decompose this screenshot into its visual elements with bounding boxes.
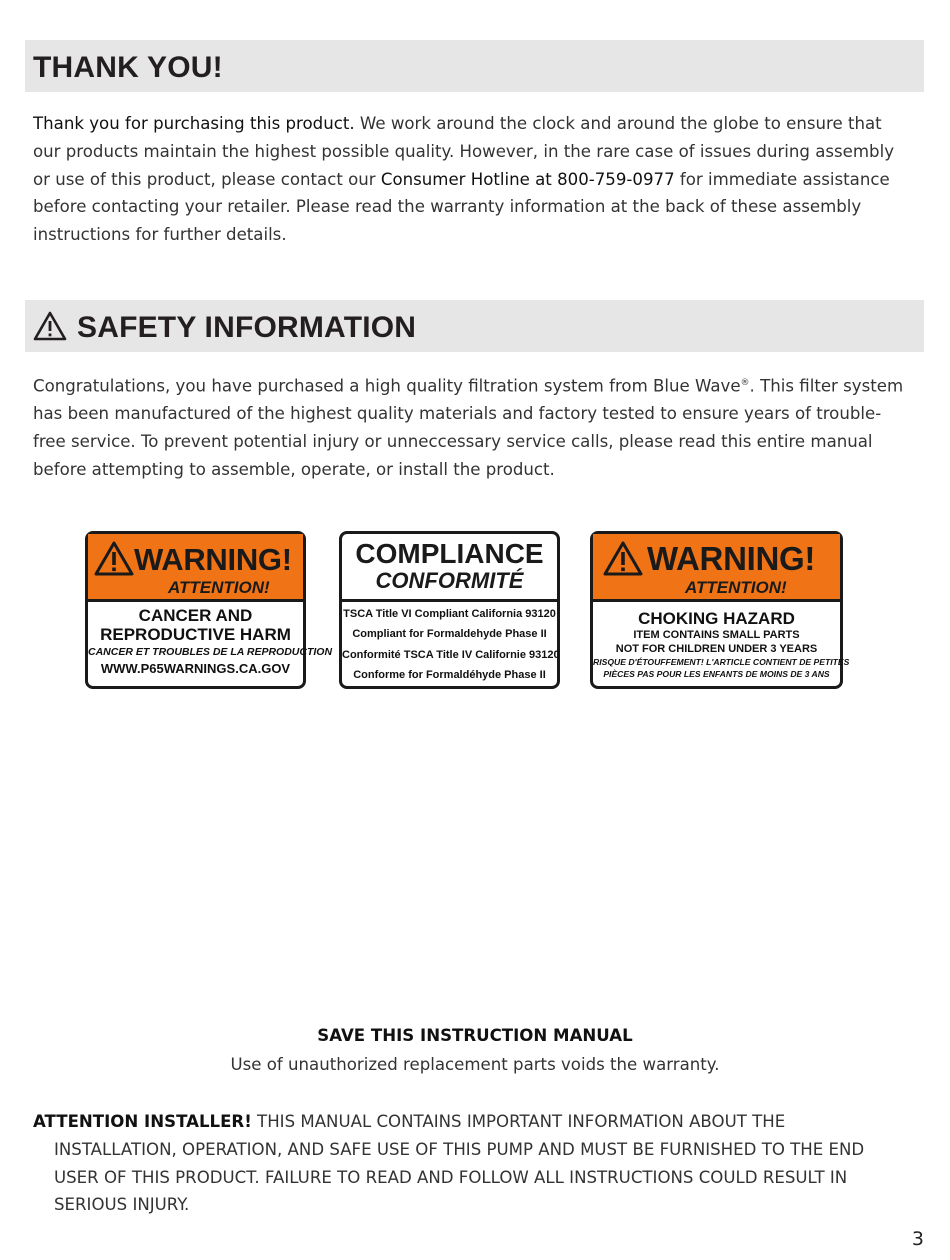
choking-label-line1: CHOKING HAZARD	[638, 609, 795, 628]
thank-you-lead: Thank you for purchasing this product.	[33, 114, 355, 133]
safety-title-text: SAFETY INFORMATION	[77, 311, 417, 344]
choking-label-body	[593, 609, 850, 680]
cancer-label-attention: ATTENTION!	[168, 578, 270, 597]
compliance-label-title: COMPLIANCE	[355, 538, 544, 569]
choking-label-header	[593, 534, 840, 602]
save-manual-title: SAVE THIS INSTRUCTION MANUAL	[317, 1026, 633, 1045]
choking-label-line2: ITEM CONTAINS SMALL PARTS	[633, 629, 800, 641]
compliance-label-header	[342, 534, 557, 602]
compliance-label-subtitle: CONFORMITÉ	[375, 568, 524, 593]
choking-hazard-label	[590, 531, 850, 689]
cancer-label-line1: CANCER AND	[138, 606, 253, 625]
safety-title	[33, 311, 416, 345]
attention-installer-text: THIS MANUAL CONTAINS IMPORTANT INFORMATION ABOUT THE INSTALLATION, OPERATION, AND SAFE USE OF THIS PUMP AND MUST BE FURNISHED TO THE END USER OF THIS PRODUCT. FAILURE TO READ AND FOLLOW ALL INSTRUCTIONS COULD RESULT IN SERIOUS INJURY.	[54, 1112, 865, 1215]
cancer-label-line2: REPRODUCTIVE HARM	[100, 625, 291, 644]
consumer-hotline: Consumer Hotline at 800-759-0977	[380, 169, 675, 189]
compliance-label-line2: Compliant for Formaldehyde Phase II	[352, 628, 547, 640]
save-manual-subtitle: Use of unauthorized replacement parts voids the warranty.	[230, 1055, 720, 1074]
choking-label-line4: RISQUE D'ÉTOUFFEMENT! L'ARTICLE CONTIENT DE PETITES	[593, 657, 850, 667]
cancer-label-line3: CANCER ET TROUBLES DE LA REPRODUCTION	[88, 646, 333, 658]
attention-installer-lead: ATTENTION INSTALLER!	[33, 1112, 252, 1131]
compliance-label-line3: Conformité TSCA Title IV Californie 93120	[342, 649, 560, 661]
choking-label-line3: NOT FOR CHILDREN UNDER 3 YEARS	[615, 643, 818, 655]
attention-installer-paragraph	[33, 1108, 913, 1219]
compliance-label-body	[342, 602, 560, 684]
warning-triangle-icon	[33, 311, 67, 341]
thank-you-paragraph	[33, 110, 913, 249]
cancer-label-header	[88, 534, 303, 602]
choking-label-warning-word: WARNING!	[647, 540, 816, 577]
choking-label-attention: ATTENTION!	[685, 578, 787, 597]
page-number: 3	[911, 1228, 924, 1250]
compliance-label	[339, 531, 560, 689]
registered-mark: ®	[740, 378, 750, 388]
thank-you-text: We work around the clock and around the globe to ensure that our products maintain the highest possible quality. However, in the rare case of issues during assembly or use of this product, please contact our	[33, 114, 895, 189]
thank-you-text-end: for immediate assistance before contacting your retailer. Please read the warranty information at the back of these assembly instructions for further details.	[33, 169, 890, 245]
thank-you-header	[25, 40, 924, 92]
cancer-label-warning-word: WARNING!	[134, 542, 292, 577]
cancer-label-url: WWW.P65WARNINGS.CA.GOV	[100, 661, 291, 676]
choking-label-line5: PIÈCES PAS POUR LES ENFANTS DE MOINS DE 3 ANS	[603, 669, 830, 679]
compliance-label-line4: Conforme for Formaldéhyde Phase II	[353, 669, 546, 681]
safety-text-end: . This filter system has been manufactured of the highest quality materials and factory tested to ensure years of trouble-free service. To prevent potential injury or unneccessary service calls, please read this entire manual before attempting to assemble, operate, or install the product.	[33, 376, 904, 479]
safety-text: Congratulations, you have purchased a high quality filtration system from Blue Wave	[33, 376, 741, 396]
cancer-warning-label	[85, 531, 333, 689]
cancer-label-body	[88, 606, 333, 678]
safety-header	[25, 300, 924, 352]
compliance-label-line1: TSCA Title VI Compliant California 93120	[343, 608, 556, 620]
warning-triangle-icon	[93, 540, 135, 577]
thank-you-title: THANK YOU!	[33, 51, 223, 84]
warning-triangle-icon	[602, 540, 644, 577]
safety-paragraph	[33, 370, 913, 484]
